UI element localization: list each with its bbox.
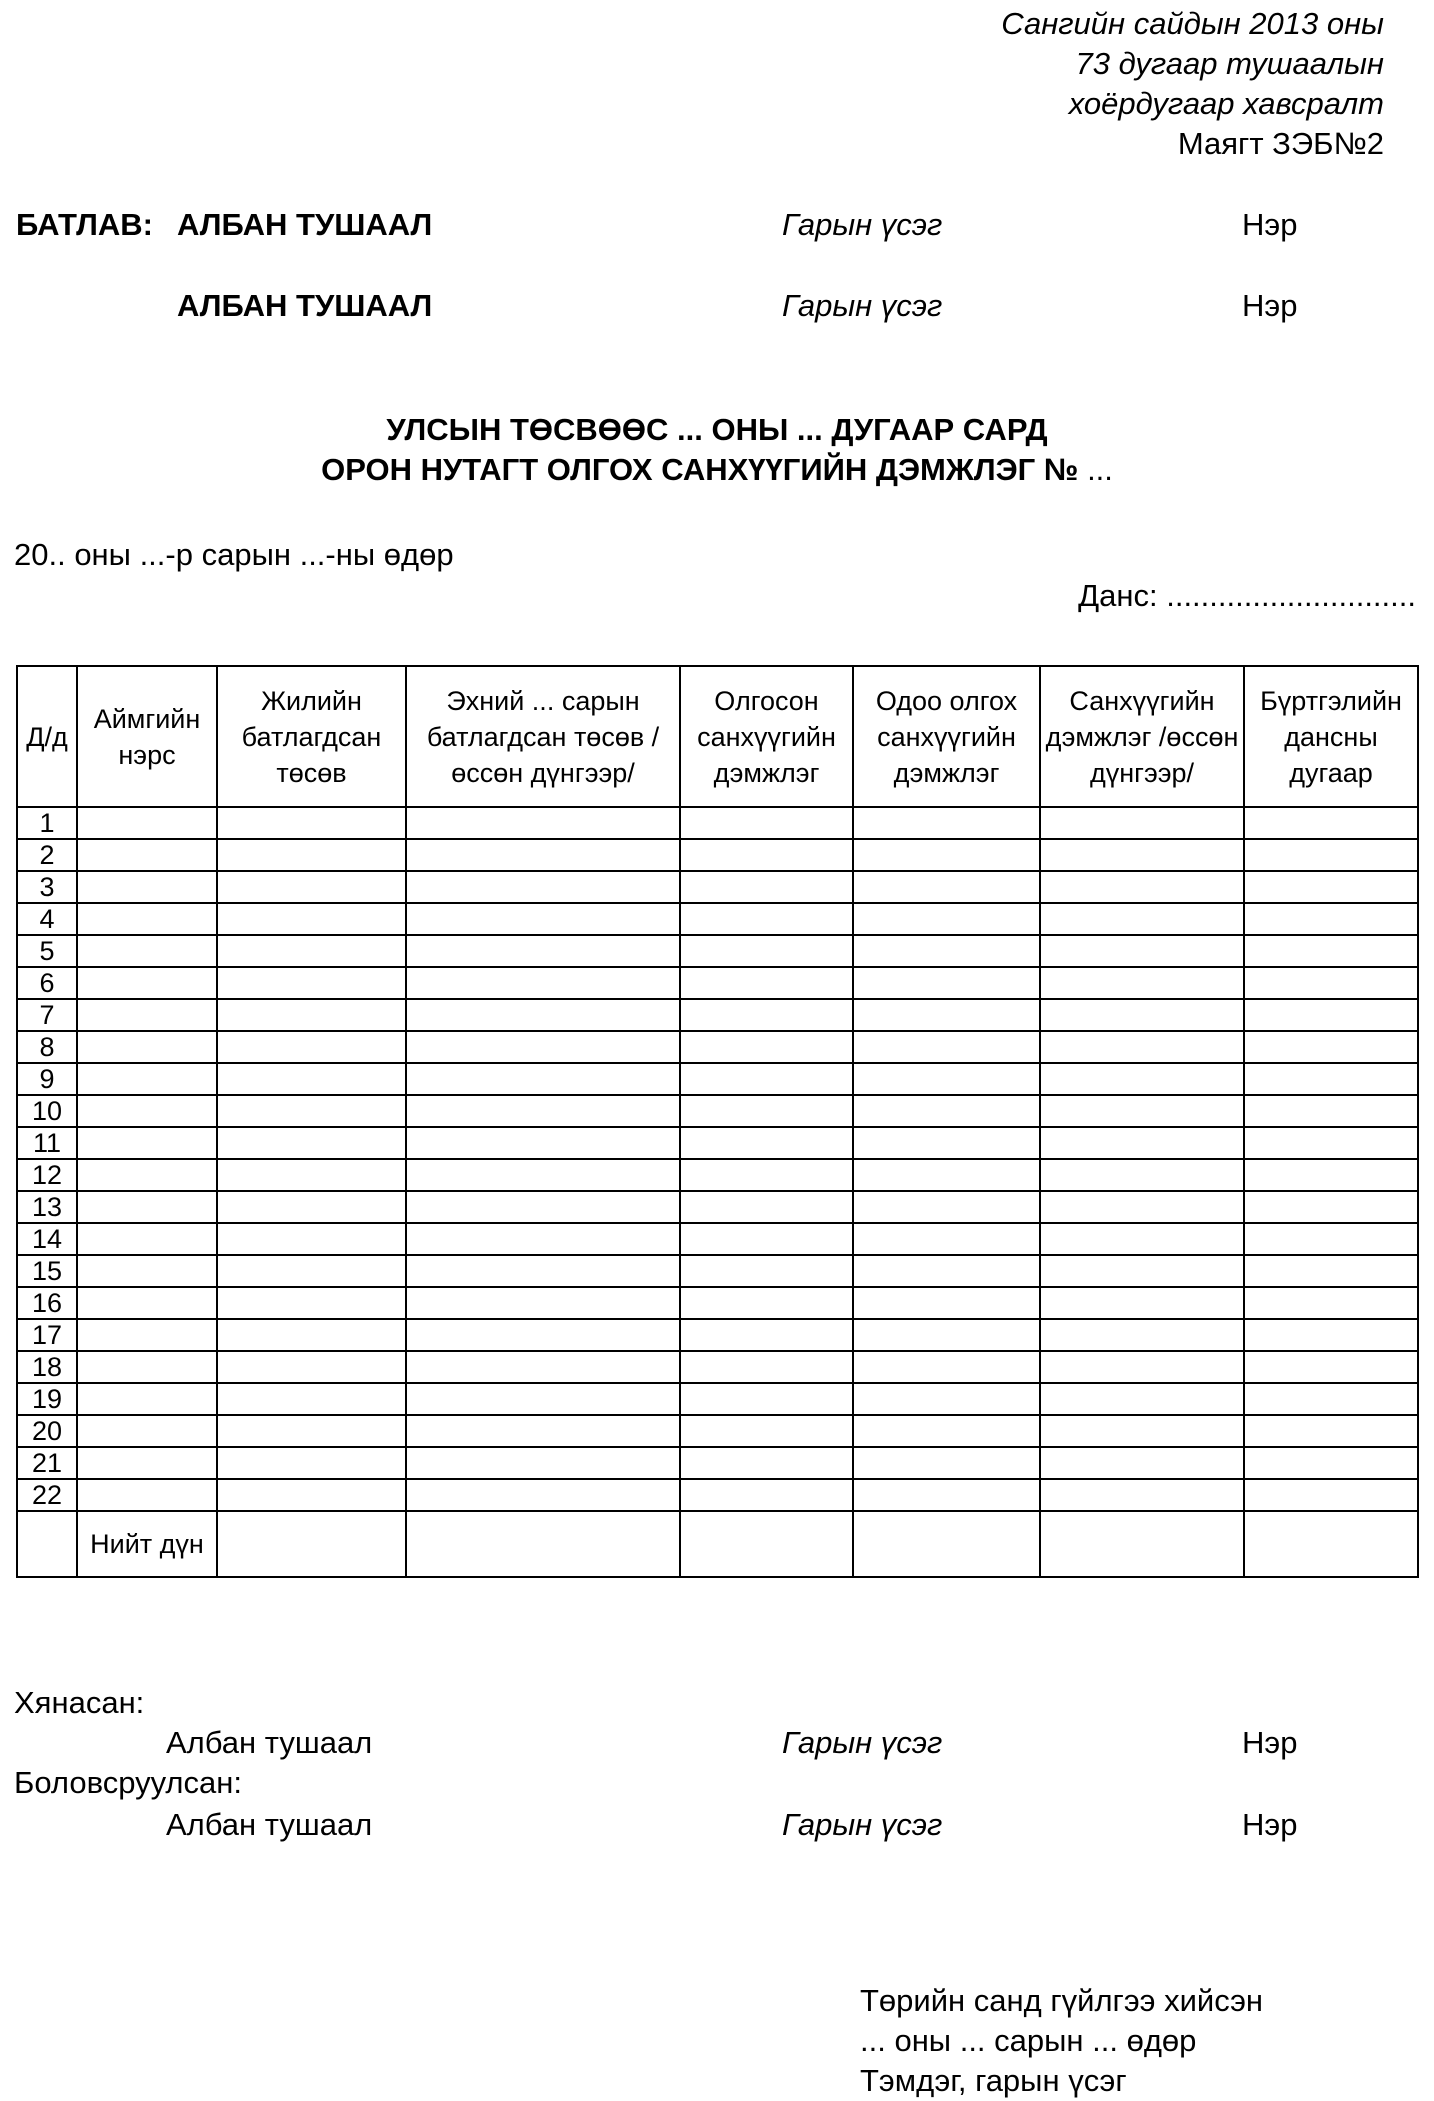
table-row — [17, 1383, 1418, 1415]
row-index: 2 — [17, 839, 77, 871]
table-row — [17, 1095, 1418, 1127]
table-cell[interactable] — [1244, 1159, 1418, 1191]
table-cell[interactable] — [680, 1479, 853, 1511]
reviewed-label: Хянасан: — [14, 1685, 145, 1720]
treasury-note — [860, 1981, 1263, 2101]
table-cell[interactable] — [217, 1127, 406, 1159]
table-cell[interactable] — [680, 1159, 853, 1191]
table-cell[interactable] — [853, 903, 1040, 935]
table-cell[interactable] — [217, 935, 406, 967]
table-cell[interactable] — [680, 903, 853, 935]
table-row — [17, 1127, 1418, 1159]
table-cell[interactable] — [853, 1319, 1040, 1351]
table-cell[interactable] — [77, 1095, 217, 1127]
table-cell[interactable] — [680, 1031, 853, 1063]
treasury-line2: ... оны ... сарын ... өдөр — [860, 2023, 1197, 2058]
table-cell[interactable] — [680, 1351, 853, 1383]
table-row — [17, 1479, 1418, 1511]
reviewed-position: Албан тушаал — [166, 1725, 373, 1760]
table-cell[interactable] — [77, 871, 217, 903]
table-cell[interactable] — [1244, 1415, 1418, 1447]
table-cell[interactable] — [1040, 935, 1244, 967]
table-cell[interactable] — [1040, 871, 1244, 903]
table-cell[interactable] — [406, 1095, 680, 1127]
table-cell[interactable] — [217, 807, 406, 839]
table-row — [17, 935, 1418, 967]
total-cell[interactable] — [217, 1511, 406, 1577]
table-cell[interactable] — [77, 1191, 217, 1223]
approval-position-2: АЛБАН ТУШААЛ — [177, 288, 433, 323]
approval-signature-1: Гарын үсэг — [782, 207, 943, 242]
table-cell[interactable] — [1040, 1095, 1244, 1127]
table-cell[interactable] — [217, 1159, 406, 1191]
table-cell[interactable] — [1040, 1063, 1244, 1095]
treasury-line1: Төрийн санд гүйлгээ хийсэн — [860, 1983, 1264, 2018]
total-cell[interactable] — [1244, 1511, 1418, 1577]
table-row — [17, 1255, 1418, 1287]
treasury-line3: Тэмдэг, гарын үсэг — [860, 2063, 1127, 2098]
prepared-signature: Гарын үсэг — [782, 1807, 943, 1842]
table-cell[interactable] — [406, 1191, 680, 1223]
table-cell[interactable] — [853, 999, 1040, 1031]
table-cell[interactable] — [77, 1319, 217, 1351]
table-cell[interactable] — [1040, 1127, 1244, 1159]
header-note-line2: 73 дугаар тушаалын — [1075, 46, 1384, 81]
table-cell[interactable] — [680, 999, 853, 1031]
table-cell[interactable] — [853, 1223, 1040, 1255]
table-cell[interactable] — [406, 967, 680, 999]
table-cell[interactable] — [217, 903, 406, 935]
table-cell[interactable] — [853, 1159, 1040, 1191]
table-cell[interactable] — [853, 839, 1040, 871]
table-cell[interactable] — [1244, 1351, 1418, 1383]
table-cell[interactable] — [680, 871, 853, 903]
col-header-period-budget: Эхний ... сарын батлагдсан төсөв /өссөн дүнгээр/ — [406, 666, 680, 807]
table-cell[interactable] — [1040, 1479, 1244, 1511]
table-cell[interactable] — [1040, 1351, 1244, 1383]
approval-name-2: Нэр — [1242, 288, 1298, 323]
table-cell[interactable] — [77, 1447, 217, 1479]
table-row — [17, 871, 1418, 903]
table-cell[interactable] — [406, 1447, 680, 1479]
table-cell[interactable] — [217, 1287, 406, 1319]
table-cell[interactable] — [406, 1319, 680, 1351]
row-index: 14 — [17, 1223, 77, 1255]
total-index-cell[interactable] — [17, 1511, 77, 1577]
table-cell[interactable] — [77, 1127, 217, 1159]
row-index: 22 — [17, 1479, 77, 1511]
table-cell[interactable] — [1244, 903, 1418, 935]
table-cell[interactable] — [77, 839, 217, 871]
col-header-granted-support: Олгосон санхүүгийн дэмжлэг — [680, 666, 853, 807]
table-cell[interactable] — [217, 1095, 406, 1127]
table-cell[interactable] — [77, 1031, 217, 1063]
table-cell[interactable] — [217, 1351, 406, 1383]
table-cell[interactable] — [853, 1287, 1040, 1319]
table-cell[interactable] — [217, 839, 406, 871]
table-cell[interactable] — [680, 1223, 853, 1255]
table-cell[interactable] — [406, 1287, 680, 1319]
table-cell[interactable] — [77, 1383, 217, 1415]
row-index: 19 — [17, 1383, 77, 1415]
table-cell[interactable] — [406, 903, 680, 935]
table-cell[interactable] — [853, 1191, 1040, 1223]
table-cell[interactable] — [217, 1063, 406, 1095]
table-cell[interactable] — [217, 1415, 406, 1447]
col-header-annual-budget: Жилийн батлагдсан төсөв — [217, 666, 406, 807]
table-cell[interactable] — [1244, 1095, 1418, 1127]
table-cell[interactable] — [1244, 1447, 1418, 1479]
table-cell[interactable] — [217, 1383, 406, 1415]
table-cell[interactable] — [77, 1063, 217, 1095]
table-row — [17, 1319, 1418, 1351]
table-cell[interactable] — [680, 1095, 853, 1127]
row-index: 6 — [17, 967, 77, 999]
row-index: 4 — [17, 903, 77, 935]
table-cell[interactable] — [853, 967, 1040, 999]
table-cell[interactable] — [680, 807, 853, 839]
date-line: 20.. оны ...-р сарын ...-ны өдөр — [14, 537, 454, 572]
reviewed-name: Нэр — [1242, 1725, 1298, 1760]
table-row — [17, 1415, 1418, 1447]
table-cell[interactable] — [1040, 1447, 1244, 1479]
table-cell[interactable] — [680, 1287, 853, 1319]
row-index: 12 — [17, 1159, 77, 1191]
table-cell[interactable] — [1244, 1127, 1418, 1159]
total-cell[interactable] — [406, 1511, 680, 1577]
row-index: 9 — [17, 1063, 77, 1095]
total-cell[interactable] — [680, 1511, 853, 1577]
table-cell[interactable] — [1244, 1063, 1418, 1095]
table-cell[interactable] — [406, 807, 680, 839]
table-cell[interactable] — [1244, 807, 1418, 839]
header-note — [1001, 4, 1384, 164]
table-cell[interactable] — [77, 999, 217, 1031]
form-code: Маягт ЗЭБ№2 — [1177, 126, 1384, 161]
row-index: 13 — [17, 1191, 77, 1223]
table-cell[interactable] — [406, 1223, 680, 1255]
title-line2 — [0, 450, 1434, 490]
table-header-row — [17, 666, 1418, 807]
row-index: 8 — [17, 1031, 77, 1063]
table-cell[interactable] — [853, 1095, 1040, 1127]
document-title — [0, 410, 1434, 490]
approval-position-1: АЛБАН ТУШААЛ — [177, 207, 433, 242]
table-cell[interactable] — [217, 1223, 406, 1255]
table-cell[interactable] — [406, 1479, 680, 1511]
table-cell[interactable] — [217, 1255, 406, 1287]
table-cell[interactable] — [406, 999, 680, 1031]
table-cell[interactable] — [1040, 1255, 1244, 1287]
table-cell[interactable] — [77, 1479, 217, 1511]
table-cell[interactable] — [1040, 1319, 1244, 1351]
table-cell[interactable] — [77, 1415, 217, 1447]
row-index: 21 — [17, 1447, 77, 1479]
table-row — [17, 1063, 1418, 1095]
table-cell[interactable] — [217, 1319, 406, 1351]
row-index: 1 — [17, 807, 77, 839]
table-cell[interactable] — [680, 967, 853, 999]
col-header-province: Аймгийн нэрс — [77, 666, 217, 807]
table-cell[interactable] — [680, 1191, 853, 1223]
table-cell[interactable] — [853, 1063, 1040, 1095]
table-cell[interactable] — [217, 999, 406, 1031]
table-cell[interactable] — [406, 1127, 680, 1159]
row-index: 7 — [17, 999, 77, 1031]
table-cell[interactable] — [680, 1319, 853, 1351]
row-index: 3 — [17, 871, 77, 903]
table-cell[interactable] — [1244, 1479, 1418, 1511]
row-index: 20 — [17, 1415, 77, 1447]
table-row — [17, 1031, 1418, 1063]
table-cell[interactable] — [217, 967, 406, 999]
table-cell[interactable] — [853, 1415, 1040, 1447]
header-note-line1: Сангийн сайдын 2013 оны — [1001, 6, 1384, 41]
table-cell[interactable] — [1040, 1191, 1244, 1223]
row-index: 16 — [17, 1287, 77, 1319]
title-line1: УЛСЫН ТӨСВӨӨС ... ОНЫ ... ДУГААР САРД — [386, 412, 1048, 447]
table-cell[interactable] — [853, 807, 1040, 839]
table-row — [17, 999, 1418, 1031]
table-row — [17, 1447, 1418, 1479]
table-cell[interactable] — [406, 871, 680, 903]
table-cell[interactable] — [406, 1159, 680, 1191]
total-cell[interactable] — [1040, 1511, 1244, 1577]
table-cell[interactable] — [77, 1159, 217, 1191]
table-cell[interactable] — [853, 1031, 1040, 1063]
table-cell[interactable] — [406, 935, 680, 967]
table-cell[interactable] — [1040, 903, 1244, 935]
account-line: Данс: ............................. — [1078, 578, 1416, 613]
prepared-label: Боловсруулсан: — [14, 1765, 242, 1800]
table-cell[interactable] — [217, 1191, 406, 1223]
table-cell[interactable] — [77, 1351, 217, 1383]
table-cell[interactable] — [406, 839, 680, 871]
row-index: 10 — [17, 1095, 77, 1127]
table-row — [17, 1351, 1418, 1383]
table-cell[interactable] — [1040, 999, 1244, 1031]
table-cell[interactable] — [1040, 1287, 1244, 1319]
table-cell[interactable] — [853, 935, 1040, 967]
table-cell[interactable] — [853, 871, 1040, 903]
total-row — [17, 1511, 1418, 1577]
table-cell[interactable] — [77, 935, 217, 967]
table-cell[interactable] — [853, 1383, 1040, 1415]
table-row — [17, 967, 1418, 999]
col-header-current-support: Одоо олгох санхүүгийн дэмжлэг — [853, 666, 1040, 807]
table-cell[interactable] — [1040, 1031, 1244, 1063]
table-cell[interactable] — [217, 1479, 406, 1511]
table-row — [17, 1191, 1418, 1223]
table-cell[interactable] — [1244, 935, 1418, 967]
table-cell[interactable] — [1040, 1415, 1244, 1447]
table-cell[interactable] — [1244, 1287, 1418, 1319]
row-index: 11 — [17, 1127, 77, 1159]
table-row — [17, 839, 1418, 871]
row-index: 15 — [17, 1255, 77, 1287]
table-cell[interactable] — [853, 1447, 1040, 1479]
table-cell[interactable] — [1244, 1383, 1418, 1415]
total-label: Нийт дүн — [77, 1511, 217, 1577]
table-cell[interactable] — [1244, 1255, 1418, 1287]
table-cell[interactable] — [406, 1255, 680, 1287]
table-cell[interactable] — [217, 1447, 406, 1479]
table-cell[interactable] — [680, 1383, 853, 1415]
table-cell[interactable] — [1244, 871, 1418, 903]
table-cell[interactable] — [1244, 1191, 1418, 1223]
table-cell[interactable] — [680, 935, 853, 967]
prepared-name: Нэр — [1242, 1807, 1298, 1842]
approval-label: БАТЛАВ: — [16, 207, 153, 242]
table-cell[interactable] — [406, 1063, 680, 1095]
table-cell[interactable] — [217, 1031, 406, 1063]
prepared-position: Албан тушаал — [166, 1807, 373, 1842]
col-header-cumulative-support: Санхүүгийн дэмжлэг /өссөн дүнгээр/ — [1040, 666, 1244, 807]
table-cell[interactable] — [77, 903, 217, 935]
table-cell[interactable] — [77, 1287, 217, 1319]
col-header-account-number: Бүртгэлийн дансны дугаар — [1244, 666, 1418, 807]
table-cell[interactable] — [853, 1351, 1040, 1383]
row-index: 18 — [17, 1351, 77, 1383]
table-cell[interactable] — [853, 1255, 1040, 1287]
table-cell[interactable] — [77, 807, 217, 839]
header-note-line3: хоёрдугаар хавсралт — [1068, 86, 1384, 121]
table-cell[interactable] — [1244, 999, 1418, 1031]
table-cell[interactable] — [1244, 1031, 1418, 1063]
table-cell[interactable] — [406, 1351, 680, 1383]
approval-name-1: Нэр — [1242, 207, 1298, 242]
table-cell[interactable] — [1040, 1223, 1244, 1255]
table-cell[interactable] — [853, 1479, 1040, 1511]
table-cell[interactable] — [1040, 967, 1244, 999]
table-row — [17, 1223, 1418, 1255]
title-line2-text: ОРОН НУТАГТ ОЛГОХ САНХҮҮГИЙН ДЭМЖЛЭГ № — [321, 452, 1079, 487]
approval-signature-2: Гарын үсэг — [782, 288, 943, 323]
table-cell[interactable] — [217, 871, 406, 903]
table-cell[interactable] — [680, 1255, 853, 1287]
table-cell[interactable] — [406, 1031, 680, 1063]
table-cell[interactable] — [1040, 1383, 1244, 1415]
table-cell[interactable] — [680, 1063, 853, 1095]
table-cell[interactable] — [1040, 1159, 1244, 1191]
row-index: 5 — [17, 935, 77, 967]
reviewed-signature: Гарын үсэг — [782, 1725, 943, 1760]
total-cell[interactable] — [853, 1511, 1040, 1577]
table-cell[interactable] — [77, 1223, 217, 1255]
table-row — [17, 1159, 1418, 1191]
table-row — [17, 903, 1418, 935]
table-cell[interactable] — [77, 967, 217, 999]
table-row — [17, 1287, 1418, 1319]
table-cell[interactable] — [1040, 839, 1244, 871]
table-cell[interactable] — [406, 1383, 680, 1415]
table-cell[interactable] — [680, 839, 853, 871]
table-cell[interactable] — [1244, 839, 1418, 871]
table-cell[interactable] — [853, 1127, 1040, 1159]
col-header-index: Д/д — [17, 666, 77, 807]
table-cell[interactable] — [680, 1127, 853, 1159]
table-cell[interactable] — [1244, 1223, 1418, 1255]
table-cell[interactable] — [406, 1415, 680, 1447]
table-cell[interactable] — [680, 1415, 853, 1447]
allocation-table — [16, 665, 1419, 1578]
title-line2-suffix: ... — [1087, 452, 1113, 487]
table-cell[interactable] — [1040, 807, 1244, 839]
table-cell[interactable] — [77, 1255, 217, 1287]
table-cell[interactable] — [1244, 1319, 1418, 1351]
table-row — [17, 807, 1418, 839]
table-cell[interactable] — [680, 1447, 853, 1479]
row-index: 17 — [17, 1319, 77, 1351]
table-cell[interactable] — [1244, 967, 1418, 999]
